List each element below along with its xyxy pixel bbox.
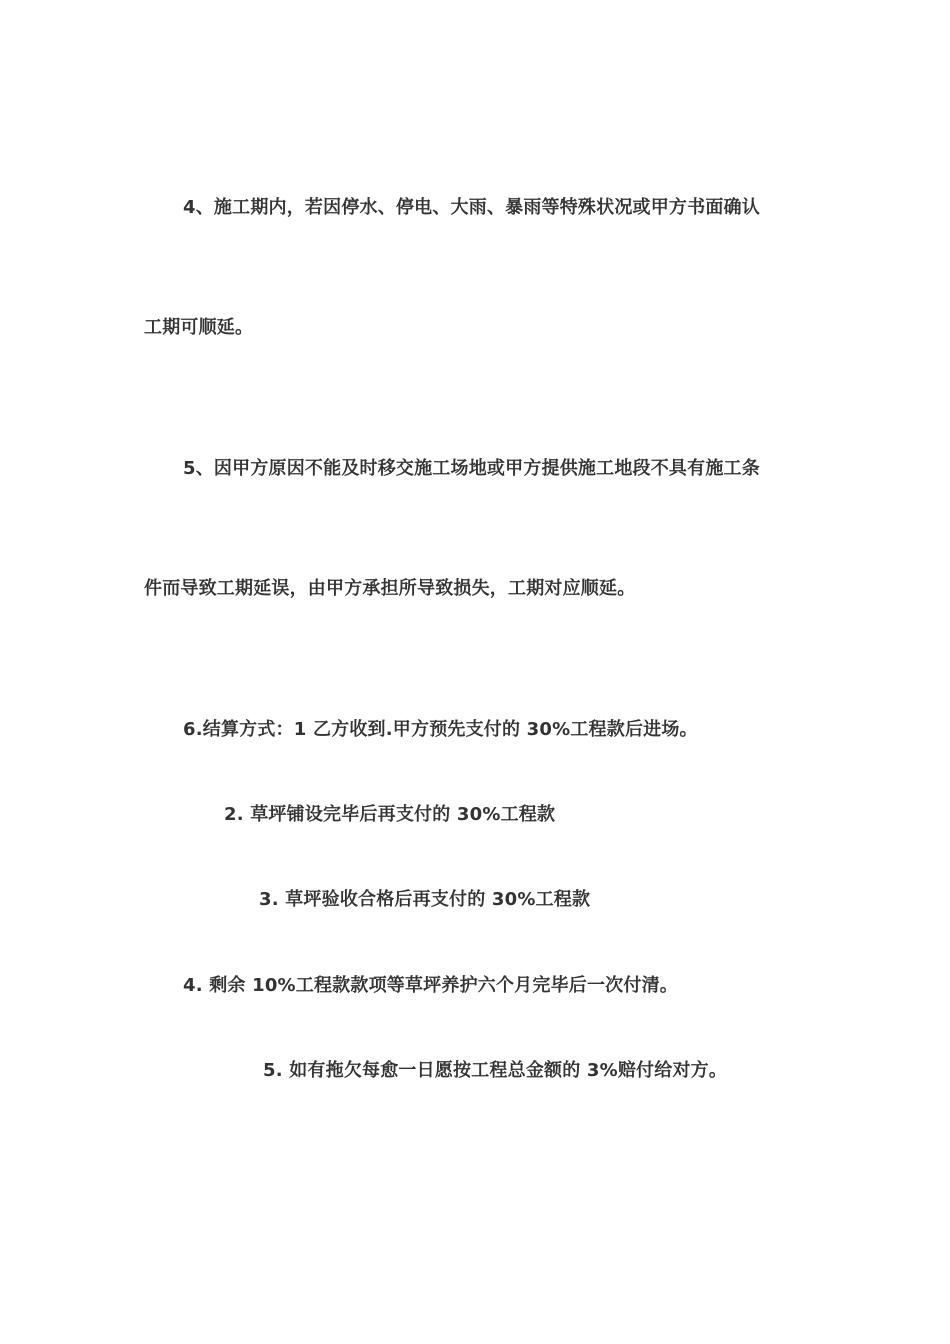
clause-5-line-2: 件而导致工期延误，由甲方承担所导致损失，工期对应顺延。 bbox=[144, 578, 636, 599]
clause-4-line-1: 4、施工期内，若因停水、停电、大雨、暴雨等特殊状况或甲方书面确认 bbox=[183, 197, 760, 218]
settlement-item-5: 5. 如有拖欠每愈一日愿按工程总金额的 3%赔付给对方。 bbox=[263, 1060, 728, 1081]
settlement-item-4: 4. 剩余 10%工程款款项等草坪养护六个月完毕后一次付清。 bbox=[183, 975, 678, 996]
settlement-heading: 6.结算方式：1 乙方收到.甲方预先支付的 30%工程款后进场。 bbox=[183, 719, 698, 740]
settlement-item-3: 3. 草坪验收合格后再支付的 30%工程款 bbox=[259, 889, 591, 910]
clause-5-line-1: 5、因甲方原因不能及时移交施工场地或甲方提供施工地段不具有施工条 bbox=[183, 458, 760, 479]
clause-4-line-2: 工期可顺延。 bbox=[144, 317, 254, 338]
settlement-item-2: 2. 草坪铺设完毕后再支付的 30%工程款 bbox=[224, 804, 556, 825]
